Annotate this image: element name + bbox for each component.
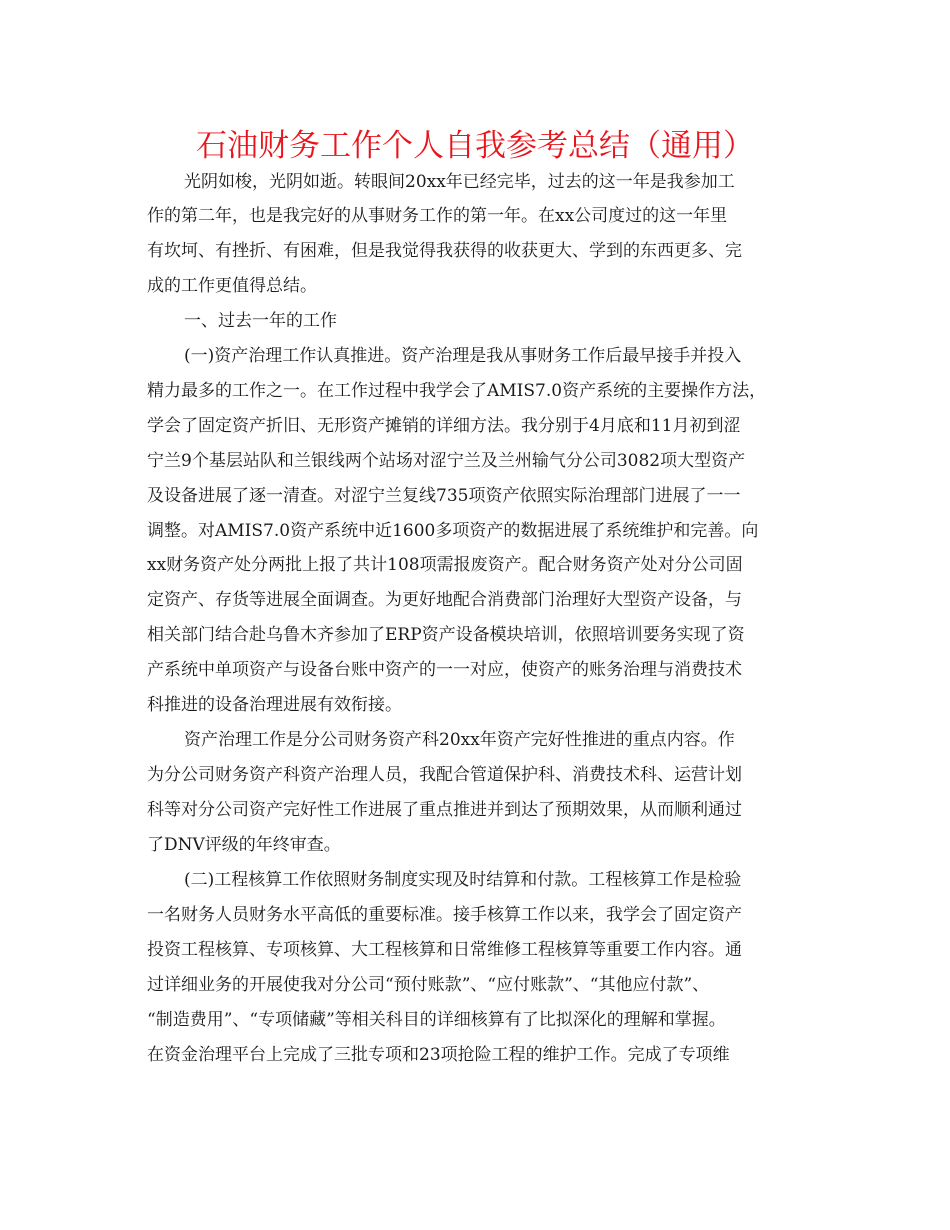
paragraph-line: (一)资产治理工作认真推进。资产治理是我从事财务工作后最早接手并投入 xyxy=(184,346,742,366)
paragraph-line: 科推进的设备治理进展有效衔接。 xyxy=(147,695,402,715)
document-title: 石油财务工作个人自我参考总结（通用） xyxy=(196,128,754,164)
paragraph-line: 产系统中单项资产与设备台账中资产的一一对应，使资产的账务治理与消费技术 xyxy=(147,660,742,680)
paragraph-line: 投资工程核算、专项核算、大工程核算和日常维修工程核算等重要工作内容。通 xyxy=(147,940,742,960)
paragraph-line: xx财务资产处分两批上报了共计108项需报废资产。配合财务资产处对分公司固 xyxy=(147,555,743,575)
paragraph-line: 资产治理工作是分公司财务资产科20xx年资产完好性推进的重点内容。作 xyxy=(184,730,735,750)
paragraph-line: 科等对分公司资产完好性工作进展了重点推进并到达了预期效果，从而顺利通过 xyxy=(147,800,742,820)
paragraph-line: 调整。对AMIS7.0资产系统中近1600多项资产的数据进展了系统维护和完善。向 xyxy=(147,521,759,541)
paragraph-line: 学会了固定资产折旧、无形资产摊销的详细方法。我分别于4月底和11月初到涩 xyxy=(147,416,741,436)
paragraph-line: 有坎坷、有挫折、有困难，但是我觉得我获得的收获更大、学到的东西更多、完 xyxy=(147,241,742,261)
paragraph-line: “制造费用”、“专项储藏”等相关科目的详细核算有了比拟深化的理解和掌握。 xyxy=(147,1010,726,1030)
paragraph-line: 精力最多的工作之一。在工作过程中我学会了AMIS7.0资产系统的主要操作方法， xyxy=(147,381,767,401)
paragraph-line: 一名财务人员财务水平高低的重要标准。接手核算工作以来，我学会了固定资产 xyxy=(147,905,742,925)
paragraph-line: 了DNV评级的年终审查。 xyxy=(147,835,341,855)
paragraph-line: (二)工程核算工作依照财务制度实现及时结算和付款。工程核算工作是检验 xyxy=(184,870,742,890)
paragraph-line: 成的工作更值得总结。 xyxy=(147,276,317,296)
paragraph-line: 相关部门结合赴乌鲁木齐参加了ERP资产设备模块培训，依照培训要务实现了资 xyxy=(147,625,745,645)
paragraph-line: 宁兰9个基层站队和兰银线两个站场对涩宁兰及兰州输气分公司3082项大型资产 xyxy=(147,451,746,471)
paragraph-line: 及设备进展了逐一清查。对涩宁兰复线735项资产依照实际治理部门进展了一一 xyxy=(147,486,741,506)
paragraph-line: 在资金治理平台上完成了三批专项和23项抢险工程的维护工作。完成了专项维 xyxy=(147,1045,730,1065)
paragraph-line: 定资产、存货等进展全面调查。为更好地配合消费部门治理好大型资产设备，与 xyxy=(147,590,742,610)
paragraph-line: 光阴如梭，光阴如逝。转眼间20xx年已经完毕，过去的这一年是我参加工 xyxy=(184,172,735,192)
paragraph-line: 过详细业务的开展使我对分公司“预付账款”、“应付账款”、“其他应付款”、 xyxy=(147,975,710,995)
paragraph-line: 为分公司财务资产科资产治理人员，我配合管道保护科、消费技术科、运营计划 xyxy=(147,765,742,785)
section-heading: 一、过去一年的工作 xyxy=(184,311,337,331)
paragraph-line: 作的第二年，也是我完好的从事财务工作的第一年。在xx公司度过的这一年里 xyxy=(147,206,728,226)
